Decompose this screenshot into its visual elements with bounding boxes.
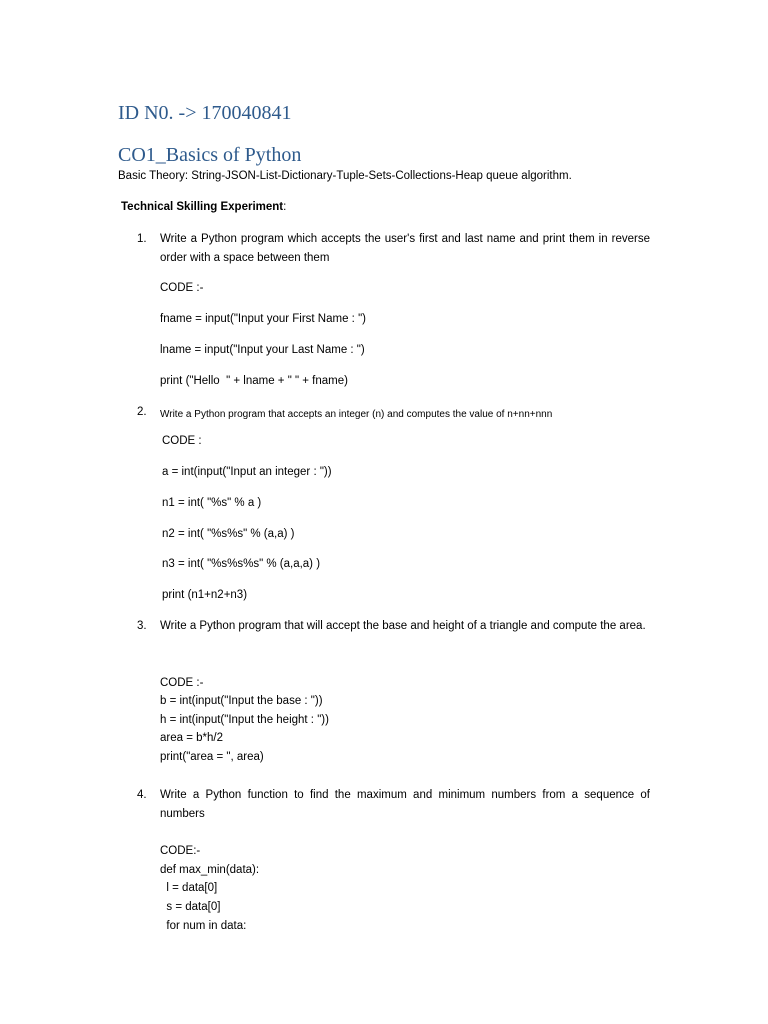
code-line: a = int(input("Input an integer : ")): [162, 466, 332, 478]
code-line: s = data[0]: [160, 901, 221, 913]
question-2-number: 2.: [137, 406, 147, 418]
question-1-prompt: Write a Python program which accepts the user's first and last name and print them in reverse order with a space between them: [160, 233, 650, 264]
code-line: CODE :-: [160, 677, 204, 689]
code-line: CODE:-: [160, 845, 201, 857]
code-line: print ("Hello " + lname + " " + fname): [160, 375, 348, 387]
experiment-heading-colon: :: [283, 201, 287, 213]
code-line: n1 = int( "%s" % a ): [162, 497, 262, 509]
code-line: h = int(input("Input the height : ")): [160, 714, 329, 726]
experiment-heading-label: Technical Skilling Experiment: [121, 201, 284, 213]
code-line: CODE :: [162, 435, 202, 447]
code-line: area = b*h/2: [160, 732, 223, 744]
basic-theory: Basic Theory: String-JSON-List-Dictionary-Tuple-Sets-Collections-Heap queue algorithm.: [118, 170, 572, 182]
question-4-number: 4.: [137, 789, 147, 801]
question-4-prompt: Write a Python function to find the maximum and minimum numbers from a sequence of numbers: [160, 789, 650, 820]
code-line: for num in data:: [160, 920, 247, 932]
page-title: CO1_Basics of Python: [118, 144, 302, 166]
code-line: lname = input("Input your Last Name : "): [160, 344, 365, 356]
code-line: print("area = ", area): [160, 751, 264, 763]
code-line: def max_min(data):: [160, 864, 260, 876]
question-1-number: 1.: [137, 233, 147, 245]
code-line: b = int(input("Input the base : ")): [160, 695, 323, 707]
code-line: CODE :-: [160, 282, 204, 294]
code-line: fname = input("Input your First Name : "): [160, 313, 366, 325]
question-2-prompt: Write a Python program that accepts an integer (n) and computes the value of n+nn+nnn: [160, 409, 553, 420]
id-number: ID N0. -> 170040841: [118, 102, 292, 124]
code-line: l = data[0]: [160, 882, 218, 894]
code-line: n3 = int( "%s%s%s" % (a,a,a) ): [162, 558, 321, 570]
question-3-number: 3.: [137, 620, 147, 632]
experiment-heading: [121, 201, 286, 213]
code-line: n2 = int( "%s%s" % (a,a) ): [162, 528, 295, 540]
question-3-prompt: Write a Python program that will accept the base and height of a triangle and compute the area.: [160, 620, 646, 632]
code-line: print (n1+n2+n3): [162, 589, 248, 601]
